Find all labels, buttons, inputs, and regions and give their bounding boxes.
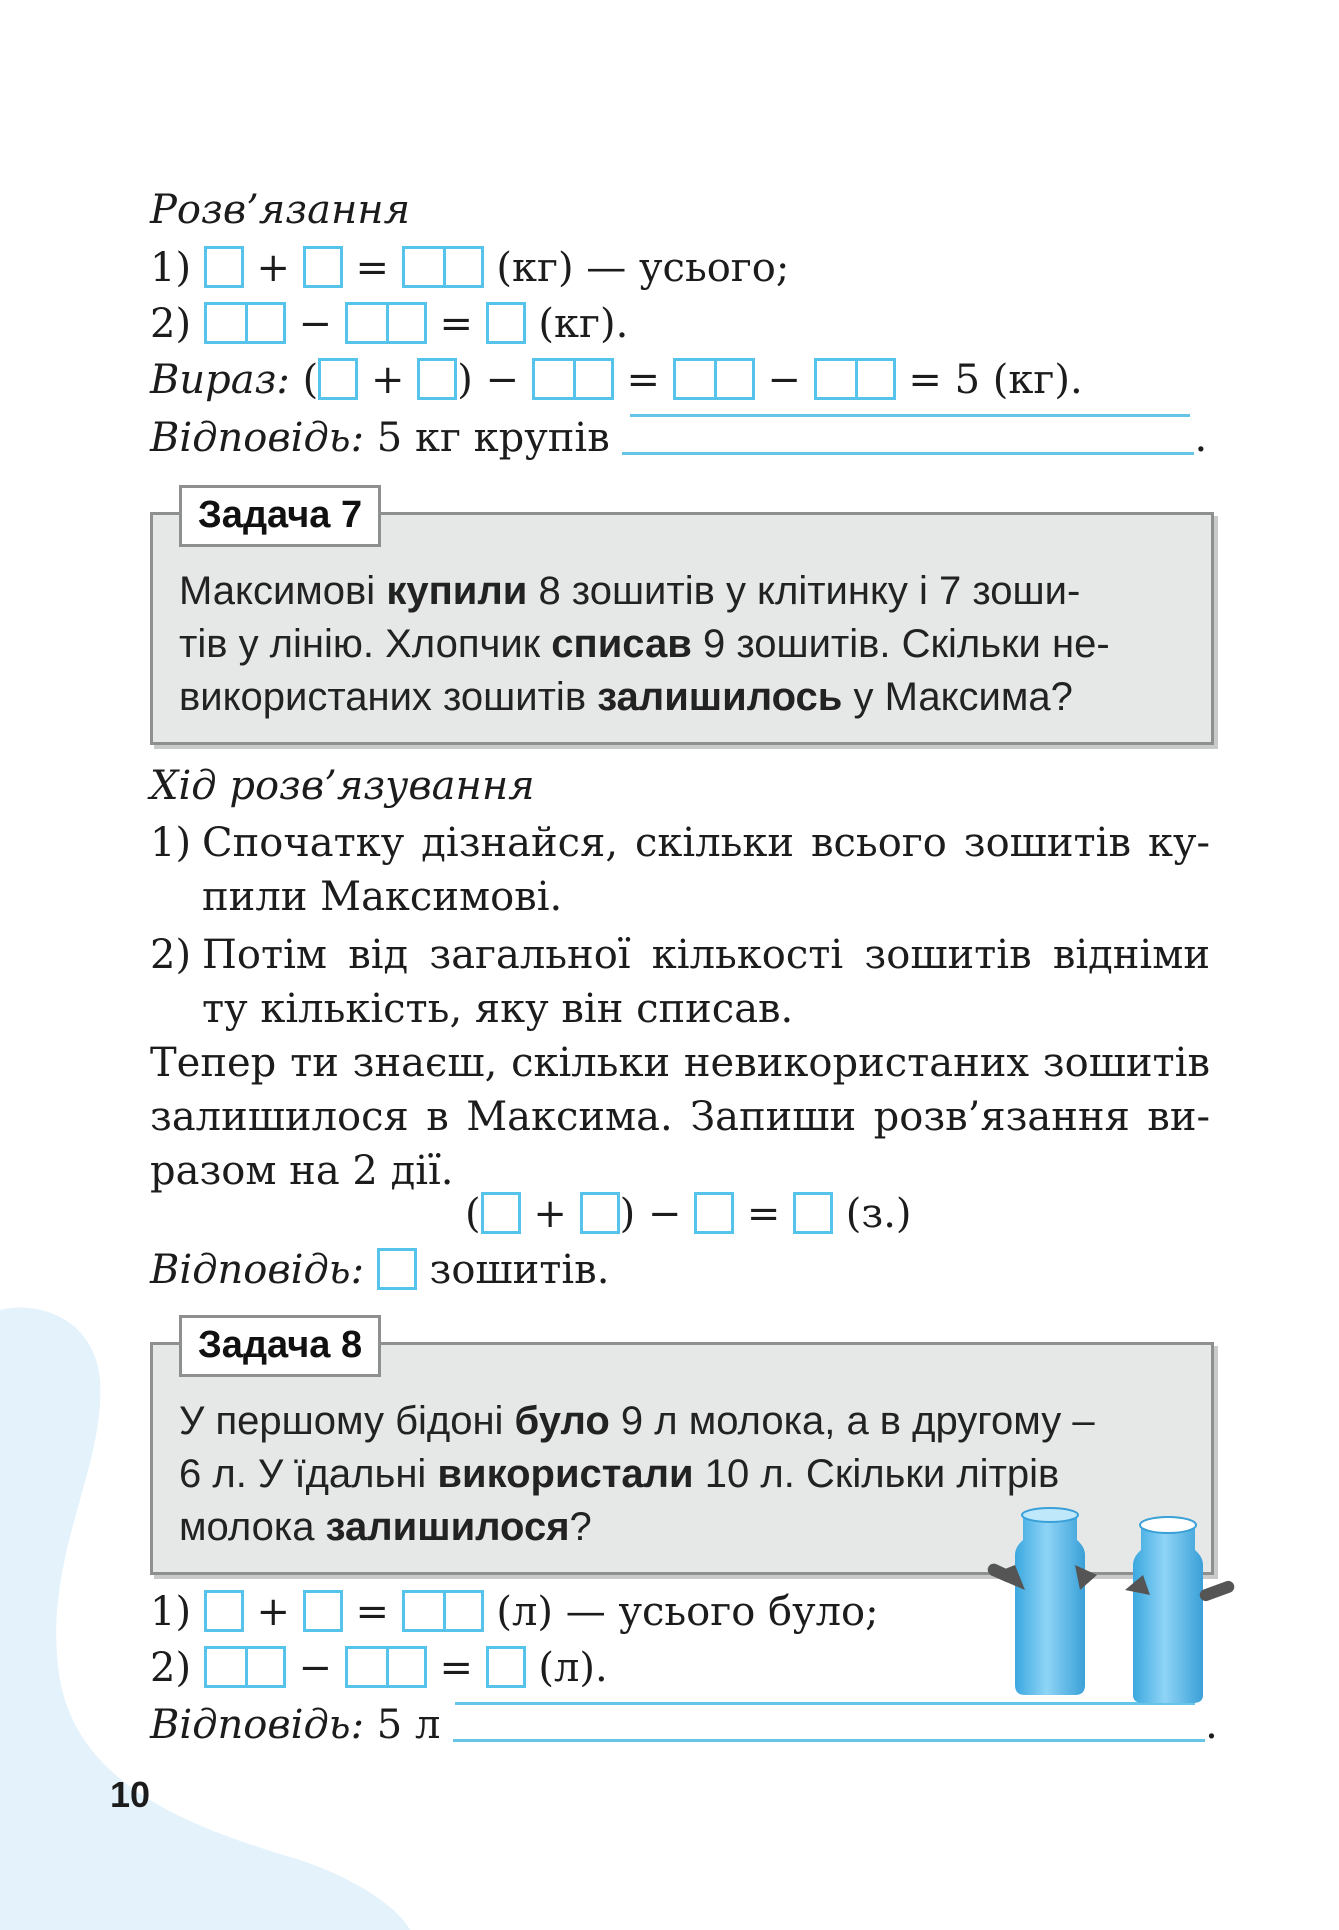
plus-sign: + bbox=[533, 1191, 567, 1237]
page-number: 10 bbox=[110, 1774, 151, 1815]
text: У першому бідоні bbox=[179, 1399, 515, 1443]
answer-text: 5 кг крупів bbox=[376, 415, 610, 461]
progress-paragraph bbox=[150, 1036, 1210, 1198]
answer-label: Відповідь: bbox=[150, 1247, 365, 1293]
minus-sign: − bbox=[767, 357, 801, 403]
expression-label: Вираз: bbox=[150, 357, 290, 403]
answer-box-double[interactable] bbox=[532, 358, 614, 400]
step-number: 1) bbox=[150, 1589, 192, 1635]
task-8-label: Задача 8 bbox=[179, 1315, 381, 1377]
milk-cans-illustration bbox=[985, 1495, 1245, 1705]
text: 10 л. Скільки літрів bbox=[693, 1452, 1060, 1496]
minus-sign: − bbox=[647, 1191, 682, 1237]
minus-sign: − bbox=[485, 357, 520, 403]
task-7-text bbox=[153, 515, 1211, 734]
step-number: 2) bbox=[150, 301, 192, 347]
task-line bbox=[179, 671, 1183, 724]
keyword: списав bbox=[551, 622, 692, 666]
unit-text: (л). bbox=[538, 1645, 608, 1691]
period: . bbox=[1205, 1702, 1218, 1748]
indent bbox=[150, 870, 202, 924]
task8-step-1 bbox=[150, 1584, 879, 1640]
plus-sign: + bbox=[256, 1589, 291, 1635]
unit-text: (кг). bbox=[538, 301, 629, 347]
answer-box[interactable] bbox=[486, 302, 526, 344]
task-7-label: Задача 7 bbox=[179, 485, 381, 547]
answer-line bbox=[150, 410, 1207, 466]
solution-step-2 bbox=[150, 296, 628, 352]
unit-text: зошитів. bbox=[429, 1247, 610, 1293]
equals-sign: = bbox=[439, 1645, 473, 1691]
text: 9 л молока, а в другому – bbox=[609, 1399, 1095, 1443]
answer-label: Відповідь: bbox=[150, 1702, 365, 1748]
answer-box[interactable] bbox=[204, 1590, 244, 1632]
answer-box[interactable] bbox=[318, 358, 358, 400]
text: 6 л. У їдальні bbox=[179, 1452, 438, 1496]
answer-box-double[interactable] bbox=[345, 1646, 427, 1688]
answer-label: Відповідь: bbox=[150, 415, 365, 461]
text: тів у лінію. Хлопчик bbox=[179, 622, 552, 666]
text: у Максима? bbox=[842, 675, 1073, 719]
step-text: Спочатку дізнайся, скільки всього зошитів ку- bbox=[202, 820, 1210, 866]
task8-answer bbox=[150, 1697, 1218, 1753]
keyword: було bbox=[514, 1399, 610, 1443]
text: 8 зошитів у клітинку і 7 зоши- bbox=[527, 569, 1081, 613]
equals-sign: = bbox=[626, 357, 660, 403]
task-line bbox=[179, 1501, 1061, 1554]
plus-sign: + bbox=[370, 357, 405, 403]
equals-sign: = bbox=[355, 245, 389, 291]
answer-write-line[interactable] bbox=[453, 1739, 1205, 1742]
progress-expression bbox=[465, 1186, 912, 1242]
text: 9 зошитів. Скільки не- bbox=[691, 622, 1110, 666]
answer-box-double[interactable] bbox=[814, 358, 896, 400]
progress-answer bbox=[150, 1242, 609, 1298]
equals-sign: = bbox=[439, 301, 473, 347]
minus-sign: − bbox=[298, 1645, 333, 1691]
step-number: 1) bbox=[150, 245, 192, 291]
solution-step-1 bbox=[150, 240, 789, 296]
paren-open: ( bbox=[465, 1191, 481, 1237]
expression-result: = 5 (кг). bbox=[908, 357, 1083, 403]
step-text: ту кількість, яку він списав. bbox=[202, 986, 794, 1032]
equals-sign: = bbox=[355, 1589, 389, 1635]
indent bbox=[150, 982, 202, 1036]
milk-can-left bbox=[986, 1508, 1097, 1695]
paren-open: ( bbox=[302, 357, 319, 403]
text: молока bbox=[179, 1505, 326, 1549]
para-line: залишилося в Максима. Запиши розв’язання ви- bbox=[150, 1094, 1210, 1140]
unit-text: (кг) — усього; bbox=[496, 245, 790, 291]
plus-sign: + bbox=[256, 245, 291, 291]
milk-can-right bbox=[1125, 1517, 1236, 1703]
keyword: залишилось bbox=[597, 675, 843, 719]
step-number: 1) bbox=[150, 820, 192, 866]
answer-box[interactable] bbox=[204, 246, 244, 288]
step-text: Потім від загальної кількості зошитів відніми bbox=[202, 932, 1210, 978]
progress-step-1-cont bbox=[150, 870, 1210, 924]
answer-box-double[interactable] bbox=[402, 1590, 484, 1632]
equals-sign: = bbox=[746, 1191, 781, 1237]
answer-write-line[interactable] bbox=[622, 452, 1194, 455]
answer-box-double[interactable] bbox=[345, 302, 427, 344]
task-7-box bbox=[150, 494, 1214, 745]
keyword: використали bbox=[437, 1452, 694, 1496]
keyword: купили bbox=[386, 569, 528, 613]
answer-box[interactable] bbox=[303, 246, 343, 288]
task-line bbox=[179, 1395, 1095, 1448]
period: . bbox=[1194, 415, 1208, 461]
unit-text: (л) — усього було; bbox=[496, 1589, 879, 1635]
step-number: 2) bbox=[150, 932, 192, 978]
answer-box[interactable] bbox=[486, 1646, 526, 1688]
task8-step-2 bbox=[150, 1640, 608, 1696]
para-line: разом на 2 дії. bbox=[150, 1148, 454, 1194]
answer-box-double[interactable] bbox=[673, 358, 755, 400]
progress-step-2-cont bbox=[150, 982, 1210, 1036]
expression-line bbox=[150, 352, 1083, 408]
answer-box-double[interactable] bbox=[204, 302, 286, 344]
task-line bbox=[179, 618, 1183, 671]
answer-box[interactable] bbox=[303, 1590, 343, 1632]
step-text: пили Максимові. bbox=[202, 874, 563, 920]
answer-box-double[interactable] bbox=[402, 246, 484, 288]
unit-text: (з.) bbox=[845, 1191, 912, 1237]
para-line: Тепер ти знаєш, скільки невикористаних зошитів bbox=[150, 1040, 1210, 1086]
answer-box[interactable] bbox=[580, 1192, 620, 1234]
paren-close: ) bbox=[457, 357, 473, 403]
text: ? bbox=[569, 1505, 592, 1549]
progress-heading: Хід розв’язування bbox=[150, 763, 535, 809]
answer-box-double[interactable] bbox=[204, 1646, 286, 1688]
answer-box[interactable] bbox=[793, 1192, 833, 1234]
answer-box[interactable] bbox=[417, 358, 457, 400]
keyword: залишилося bbox=[325, 1505, 570, 1549]
paren-close: ) bbox=[619, 1191, 636, 1237]
progress-steps bbox=[150, 816, 1210, 1036]
solution-heading: Розв’язання bbox=[150, 187, 411, 233]
answer-text: 5 л bbox=[376, 1702, 441, 1748]
answer-box[interactable] bbox=[377, 1248, 417, 1290]
task-line bbox=[179, 565, 1183, 618]
text: Максимові bbox=[179, 569, 387, 613]
answer-box[interactable] bbox=[481, 1192, 521, 1234]
answer-box[interactable] bbox=[694, 1192, 734, 1234]
progress-step-2 bbox=[150, 928, 1210, 982]
progress-step-1 bbox=[150, 816, 1210, 870]
task-line bbox=[179, 1448, 1061, 1501]
text: використаних зошитів bbox=[179, 675, 598, 719]
step-number: 2) bbox=[150, 1645, 192, 1691]
minus-sign: − bbox=[298, 301, 333, 347]
